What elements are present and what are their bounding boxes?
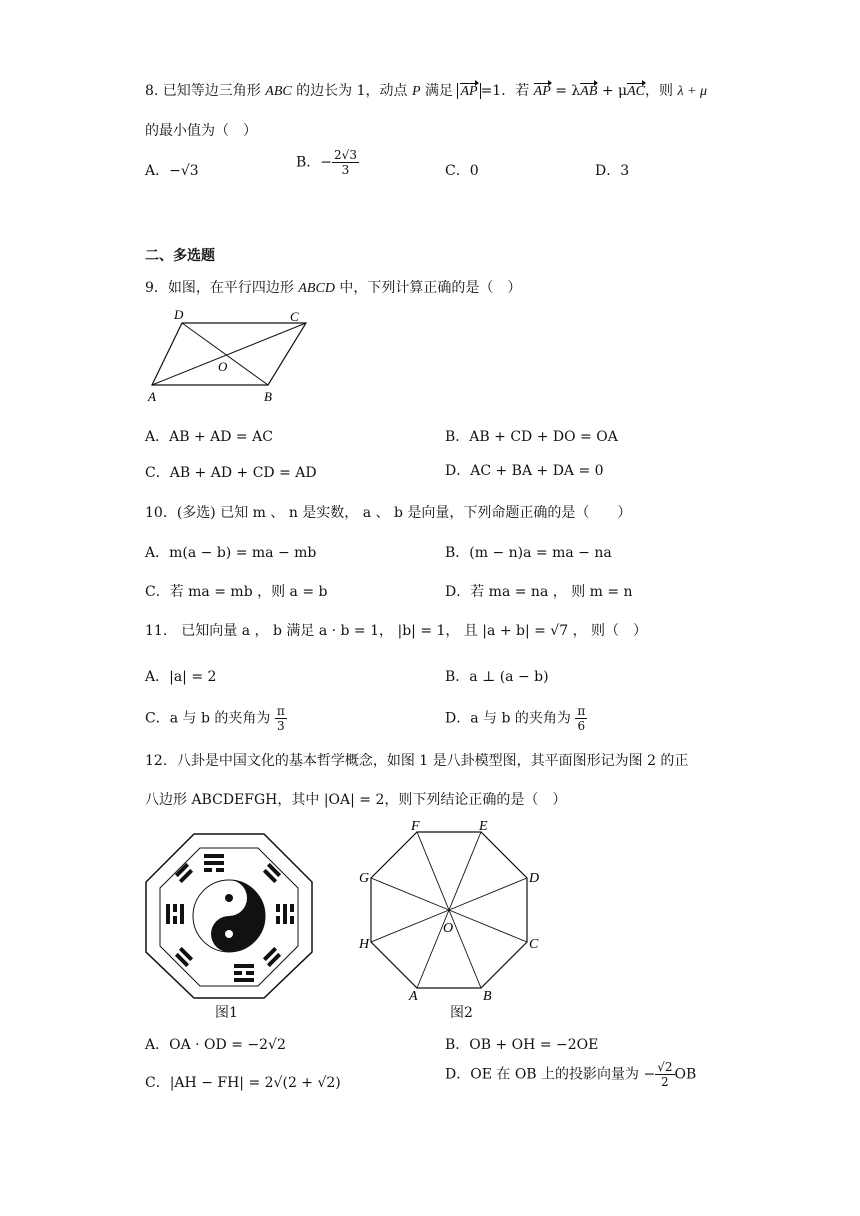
q12-label-f: F — [411, 820, 420, 834]
q11-option-d-text: D．a 与 b 的夹角为 — [445, 710, 571, 727]
q8-option-c: C．0 — [445, 163, 479, 179]
q9-label-a: A — [148, 389, 156, 404]
q12-label-c: C — [529, 937, 539, 952]
q9-option-a: A．AB + AD = AC — [145, 429, 273, 445]
q12-option-a: A．OA · OD = −2√2 — [145, 1037, 286, 1053]
trigram-left-icon — [166, 904, 184, 924]
q9-parallelogram-name: ABCD — [298, 281, 335, 296]
q12-option-b: B．OB + OH = −2OE — [445, 1037, 599, 1053]
q11-stem: 11． 已知向量 a ， b 满足 a · b = 1， |b| = 1， 且 |a + b| = √7 ， 则（ ） — [145, 623, 648, 639]
q12-figure1-bagua — [144, 828, 314, 1000]
q8-eq-one: =1．若 — [480, 83, 530, 99]
q8-text-b: 的边长为 1，动点 — [296, 83, 408, 99]
q11-option-c-frac — [275, 704, 287, 733]
q8-triangle: ABC — [265, 84, 292, 99]
q11-option-b: B．a ⊥ (a − b) — [445, 669, 549, 685]
q9-parallelogram-figure — [140, 305, 320, 405]
q12-label-b: B — [483, 989, 492, 1004]
q8-option-a-label: A． — [145, 163, 170, 179]
q9-label-o: O — [218, 359, 228, 374]
q11-option-c-text: C．a 与 b 的夹角为 — [145, 710, 271, 727]
q11-option-d-frac — [575, 704, 587, 733]
trigram-right-icon — [276, 904, 294, 924]
q8-vec-ap: AP — [533, 84, 551, 99]
q9-stem-b: 中，下列计算正确的是（ ） — [339, 280, 522, 296]
q10-option-a: A．m(a − b) = ma − mb — [145, 545, 317, 561]
q12-label-a: A — [409, 989, 418, 1004]
q11-option-d — [445, 704, 587, 733]
q8-option-b-frac — [332, 148, 359, 177]
section-heading-multi-choice: 二、多选题 — [145, 248, 215, 264]
q8-option-a-value: −√3 — [169, 163, 199, 179]
q8-vec-ac: AC — [627, 84, 646, 99]
q12-option-d — [445, 1060, 696, 1089]
q8-vec-ap-in-abs: AP — [460, 84, 478, 99]
q10-option-d: D．若 ma = na ， 则 m = n — [445, 584, 633, 600]
q8-point-p: P — [411, 84, 421, 99]
q12-option-d-text: D．OE 在 OB 上的投影向量为 − — [445, 1066, 656, 1083]
q8-then: ，则 — [645, 83, 674, 99]
q12-option-d-ob: OB — [674, 1066, 697, 1083]
q12-label-o: O — [443, 921, 454, 936]
q12-option-d-num: √2 — [657, 1060, 673, 1074]
q8-text-c: 满足 — [425, 83, 453, 99]
q12-figure1-caption: 图1 — [215, 1005, 238, 1021]
q12-option-d-den: 2 — [661, 1075, 669, 1089]
q9-option-d: D．AC + BA + DA = 0 — [445, 463, 604, 479]
q8-option-b-num: 2√3 — [334, 148, 357, 162]
q9-label-c: C — [290, 309, 299, 324]
q9-stem — [145, 277, 521, 297]
q9-label-b: B — [264, 389, 272, 404]
q8-stem-line2: 的最小值为（ ） — [145, 123, 257, 139]
q12-label-g: G — [359, 871, 370, 886]
q10-stem: 10．(多选) 已知 m 、 n 是实数， a 、 b 是向量，下列命题正确的是（ ） — [145, 505, 632, 521]
q9-option-b: B．AB + CD + DO = OA — [445, 429, 618, 445]
q11-option-d-den: 6 — [577, 719, 586, 733]
q11-option-c-den: 3 — [276, 719, 285, 733]
q9-label-d: D — [174, 307, 184, 322]
q8-option-b-den: 3 — [341, 163, 350, 177]
q12-figure2-caption: 图2 — [450, 1005, 473, 1021]
q8-option-a — [145, 160, 199, 180]
yin-yang-icon — [193, 880, 265, 952]
q12-option-c: C．|AH − FH| = 2√(2 + √2) — [145, 1075, 341, 1091]
q10-option-b: B．(m − n)a = ma − na — [445, 545, 612, 561]
q8-stem-line1: 8. 已知等边三角形 ABC 的边长为 1，动点 P 满足 AP =1．若 AP = λAB + μAC，则 λ + μ — [145, 83, 708, 99]
q12-label-e: E — [479, 820, 488, 834]
q11-option-c-num: π — [276, 704, 285, 718]
q8-abs-ap — [457, 83, 480, 99]
q12-label-h: H — [359, 937, 370, 952]
q12-stem-line2: 八边形 ABCDEFGH，其中 |OA| = 2，则下列结论正确的是（ ） — [145, 792, 567, 808]
q10-option-c: C．若 ma = mb ，则 a = b — [145, 584, 328, 600]
trigram-top-icon — [204, 854, 224, 872]
q8-option-b: B．− $\frac{2√3}{3}$ — [296, 148, 357, 177]
q8-vec-ab: AB — [580, 84, 598, 99]
q11-option-d-num: π — [577, 704, 586, 718]
trigram-bottom-icon — [234, 964, 254, 982]
q12-option-d-frac — [655, 1060, 674, 1089]
q12-figure2-octagon — [355, 820, 550, 1005]
q11-option-a: A．|a| = 2 — [145, 669, 217, 685]
q12-stem-line1: 12．八卦是中国文化的基本哲学概念，如图 1 是八卦模型图，其平面图形记为图 2 的正 — [145, 753, 689, 769]
q8-option-b-label: B． — [296, 154, 321, 171]
q8-option-d: D．3 — [595, 163, 630, 179]
q11-option-c — [145, 704, 287, 733]
q9-stem-a: 9．如图，在平行四边形 — [145, 280, 294, 296]
q8-lambda-mu: λ + μ — [677, 84, 708, 99]
q12-label-d: D — [529, 871, 540, 886]
q9-option-c: C．AB + AD + CD = AD — [145, 465, 317, 481]
q8-text-a: 8. 已知等边三角形 — [145, 83, 261, 99]
